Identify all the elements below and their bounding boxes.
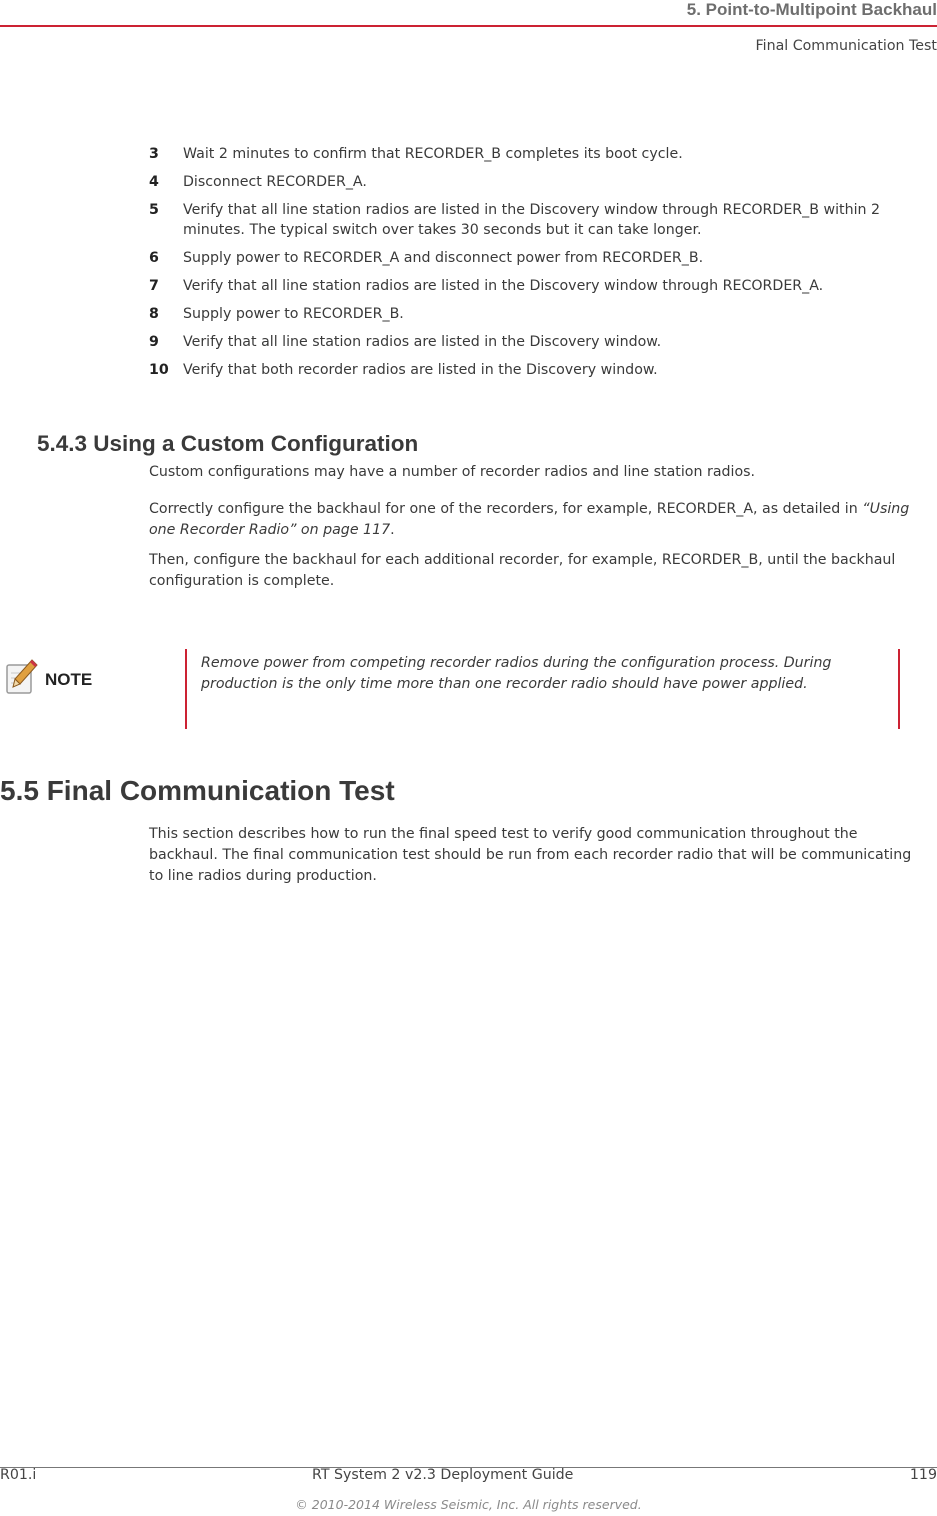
step-number: 3 — [149, 146, 159, 162]
step-item — [149, 172, 937, 192]
final-test-paragraph: This section describes how to run the final speed test to verify good communication throughout the backhaul. The final communication test should be run from each recorder radio that will be communicating to line radios during production. — [149, 826, 912, 884]
step-list — [149, 144, 937, 388]
chapter-title: 5. Point-to-Multipoint Backhaul — [686, 0, 937, 19]
step-number: 6 — [149, 250, 159, 266]
step-number: 9 — [149, 334, 159, 350]
step-item — [149, 276, 937, 296]
step-number: 4 — [149, 174, 159, 190]
step-text: Verify that all line station radios are listed in the Discovery window through RECORDER_A. — [183, 278, 824, 294]
step-text: Supply power to RECORDER_B. — [183, 306, 404, 322]
paragraph-text-end: . — [390, 522, 395, 538]
step-text: Disconnect RECORDER_A. — [183, 174, 367, 190]
custom-config-paragraph-3: Then, configure the backhaul for each additional recorder, for example, RECORDER_B, until the backhaul configuration is complete. — [149, 552, 896, 589]
step-item — [149, 360, 937, 380]
note-left-rule — [185, 649, 187, 729]
step-text: Verify that both recorder radios are listed in the Discovery window. — [183, 362, 658, 378]
step-number: 10 — [149, 362, 169, 378]
footer-copyright: © 2010-2014 Wireless Seismic, Inc. All rights reserved. — [295, 1497, 642, 1512]
step-text: Wait 2 minutes to confirm that RECORDER_B completes its boot cycle. — [183, 146, 683, 162]
note-text: Remove power from competing recorder radios during the configuration process. During production is the only time more than one recorder radio should have power applied. — [201, 655, 832, 692]
step-text: Verify that all line station radios are listed in the Discovery window. — [183, 334, 662, 350]
note-label: NOTE — [45, 670, 93, 689]
footer-page-number: 119 — [909, 1467, 937, 1483]
step-number: 7 — [149, 278, 159, 294]
step-number: 5 — [149, 202, 159, 218]
section-heading-final-test: 5.5 Final Communication Test — [0, 775, 395, 806]
header-rule — [0, 25, 937, 27]
footer-doc-title: RT System 2 v2.3 Deployment Guide — [312, 1467, 574, 1483]
step-item — [149, 248, 937, 268]
section-heading-custom-config: 5.4.3 Using a Custom Configuration — [37, 431, 419, 456]
paragraph-text: Correctly configure the backhaul for one of the recorders, for example, RECORDER_A, as detailed in — [149, 501, 863, 517]
step-item — [149, 304, 937, 324]
custom-config-paragraph-2 — [149, 499, 917, 541]
footer-revision: R01.i — [0, 1467, 37, 1483]
step-item — [149, 332, 937, 352]
step-text: Supply power to RECORDER_A and disconnect power from RECORDER_B. — [183, 250, 704, 266]
note-right-rule — [898, 649, 900, 729]
pencil-note-icon — [5, 657, 39, 695]
step-text: Verify that all line station radios are listed in the Discovery window through RECORDER_B within 2 minutes. The typical switch over takes 30 seconds but it can take longer. — [183, 202, 881, 238]
step-number: 8 — [149, 306, 159, 322]
step-item — [149, 144, 937, 164]
custom-config-paragraph-1: Custom configurations may have a number of recorder radios and line station radios. — [149, 464, 756, 480]
cross-reference-link[interactable]: “Using one Recorder Radio” on page 117 — [149, 501, 910, 538]
step-item — [149, 200, 937, 240]
section-title: Final Communication Test — [755, 38, 937, 54]
